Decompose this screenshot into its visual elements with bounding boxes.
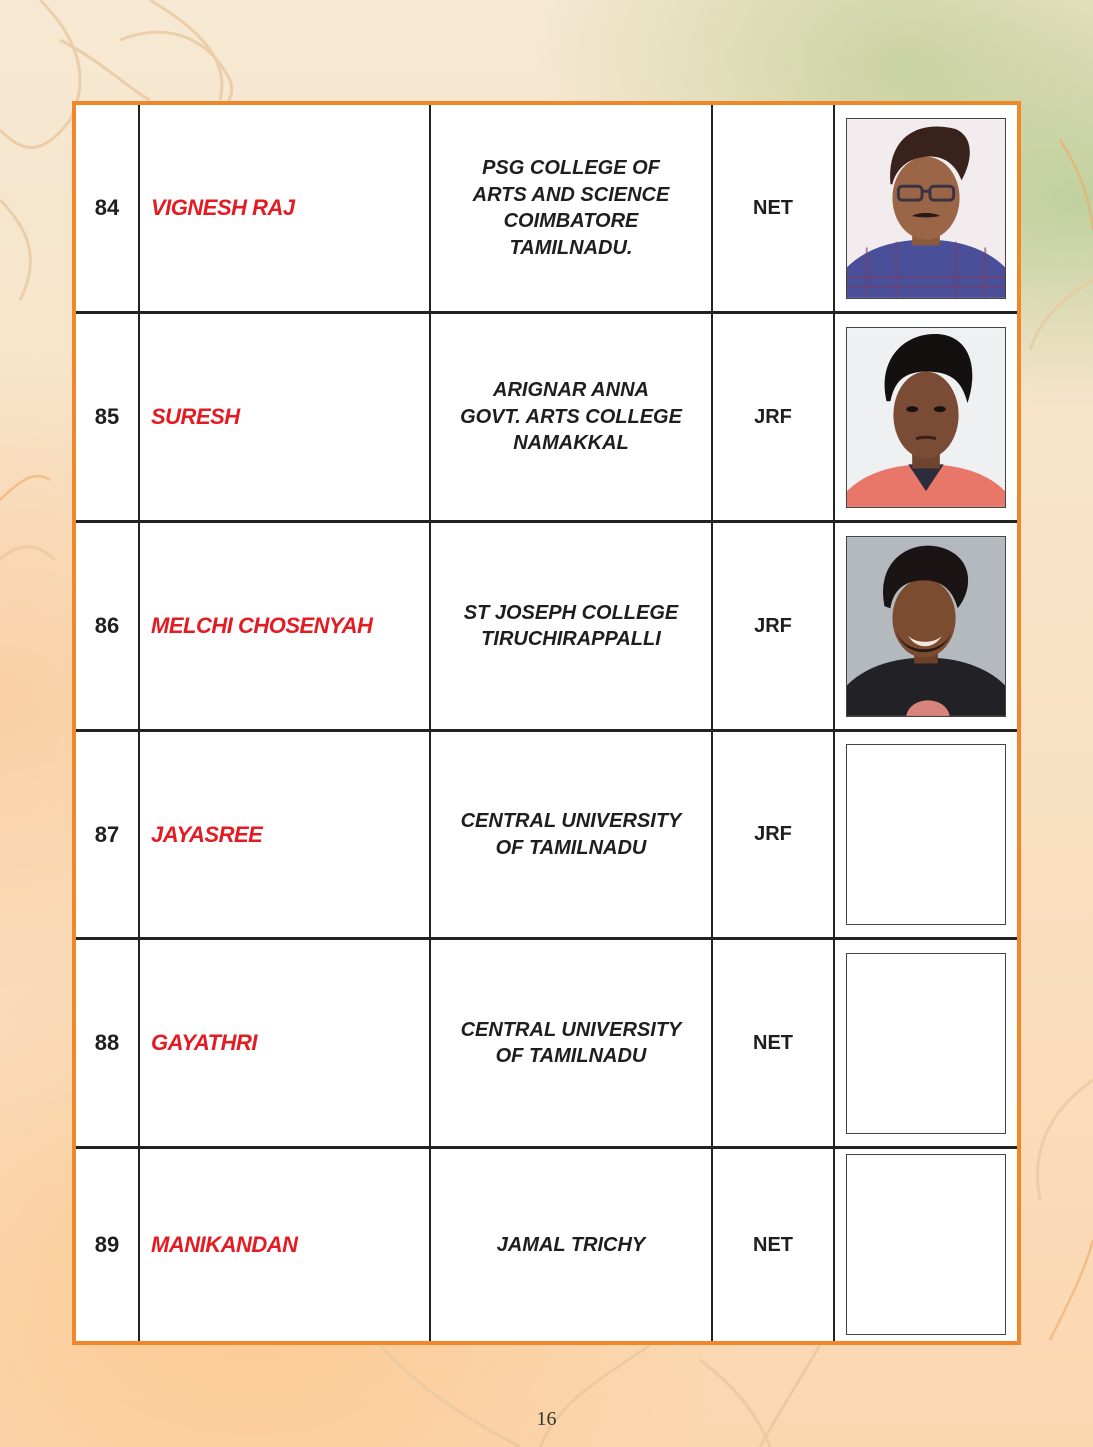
scholars-table bbox=[72, 101, 1021, 1345]
photo-placeholder bbox=[846, 744, 1006, 925]
scholar-name: VIGNESH RAJ bbox=[138, 105, 429, 311]
institution-line: COIMBATORE bbox=[503, 210, 639, 232]
table-row bbox=[76, 937, 1017, 1146]
photo-placeholder bbox=[846, 953, 1006, 1134]
institution-line: ST JOSEPH COLLEGE bbox=[463, 601, 679, 624]
scholar-photo bbox=[846, 118, 1006, 299]
photo-cell bbox=[833, 314, 1017, 520]
photo-cell bbox=[833, 105, 1017, 311]
portrait-image bbox=[847, 328, 1005, 507]
table-row bbox=[76, 311, 1017, 520]
serial-number: 84 bbox=[94, 195, 120, 220]
institution-line: OF TAMILNADU bbox=[495, 1045, 647, 1067]
serial-number: 87 bbox=[94, 821, 120, 847]
institution bbox=[429, 1149, 711, 1341]
serial-number: 88 bbox=[94, 1030, 120, 1055]
institution-line: GOVT. ARTS COLLEGE bbox=[460, 405, 682, 428]
qualification: JRF bbox=[711, 732, 833, 937]
institution-line: PSG COLLEGE OF bbox=[482, 157, 660, 179]
institution bbox=[429, 940, 711, 1146]
institution bbox=[429, 314, 711, 520]
table-row bbox=[76, 520, 1017, 729]
institution-line: NAMAKKAL bbox=[513, 432, 629, 455]
scholar-photo bbox=[846, 536, 1006, 717]
photo-placeholder bbox=[846, 1154, 1006, 1335]
scholar-name: GAYATHRI bbox=[138, 940, 429, 1146]
portrait-image bbox=[847, 537, 1005, 716]
institution-line: ARTS AND SCIENCE bbox=[472, 183, 670, 206]
institution-line: CENTRAL UNIVERSITY bbox=[460, 1018, 682, 1041]
qualification: JRF bbox=[711, 314, 833, 520]
qualification: JRF bbox=[711, 523, 833, 729]
institution-line: ARIGNAR ANNA bbox=[493, 379, 649, 402]
serial-number: 89 bbox=[94, 1232, 120, 1257]
photo-cell bbox=[833, 940, 1017, 1146]
institution bbox=[429, 105, 711, 311]
scholar-photo bbox=[846, 327, 1006, 508]
scholar-name: MANIKANDAN bbox=[138, 1149, 429, 1341]
table-row bbox=[76, 729, 1017, 937]
institution-line: JAMAL TRICHY bbox=[496, 1233, 646, 1256]
qualification: NET bbox=[711, 105, 833, 311]
institution bbox=[429, 732, 711, 937]
scholar-name: MELCHI CHOSENYAH bbox=[138, 523, 429, 729]
institution bbox=[429, 523, 711, 729]
scholar-name: JAYASREE bbox=[138, 732, 429, 937]
scholar-name: SURESH bbox=[138, 314, 429, 520]
photo-cell bbox=[833, 523, 1017, 729]
page-number: 16 bbox=[536, 1408, 557, 1430]
portrait-image bbox=[847, 119, 1005, 298]
table-row bbox=[76, 1146, 1017, 1341]
serial-number: 85 bbox=[94, 404, 120, 429]
table-row bbox=[76, 105, 1017, 311]
photo-cell bbox=[833, 1149, 1017, 1341]
institution-line: TIRUCHIRAPPALLI bbox=[481, 628, 661, 650]
serial-number: 86 bbox=[94, 613, 120, 638]
institution-line: CENTRAL UNIVERSITY bbox=[460, 810, 682, 832]
photo-cell bbox=[833, 732, 1017, 937]
institution-line: TAMILNADU. bbox=[509, 236, 633, 259]
qualification: NET bbox=[711, 1149, 833, 1341]
institution-line: OF TAMILNADU bbox=[495, 836, 647, 859]
qualification: NET bbox=[711, 940, 833, 1146]
